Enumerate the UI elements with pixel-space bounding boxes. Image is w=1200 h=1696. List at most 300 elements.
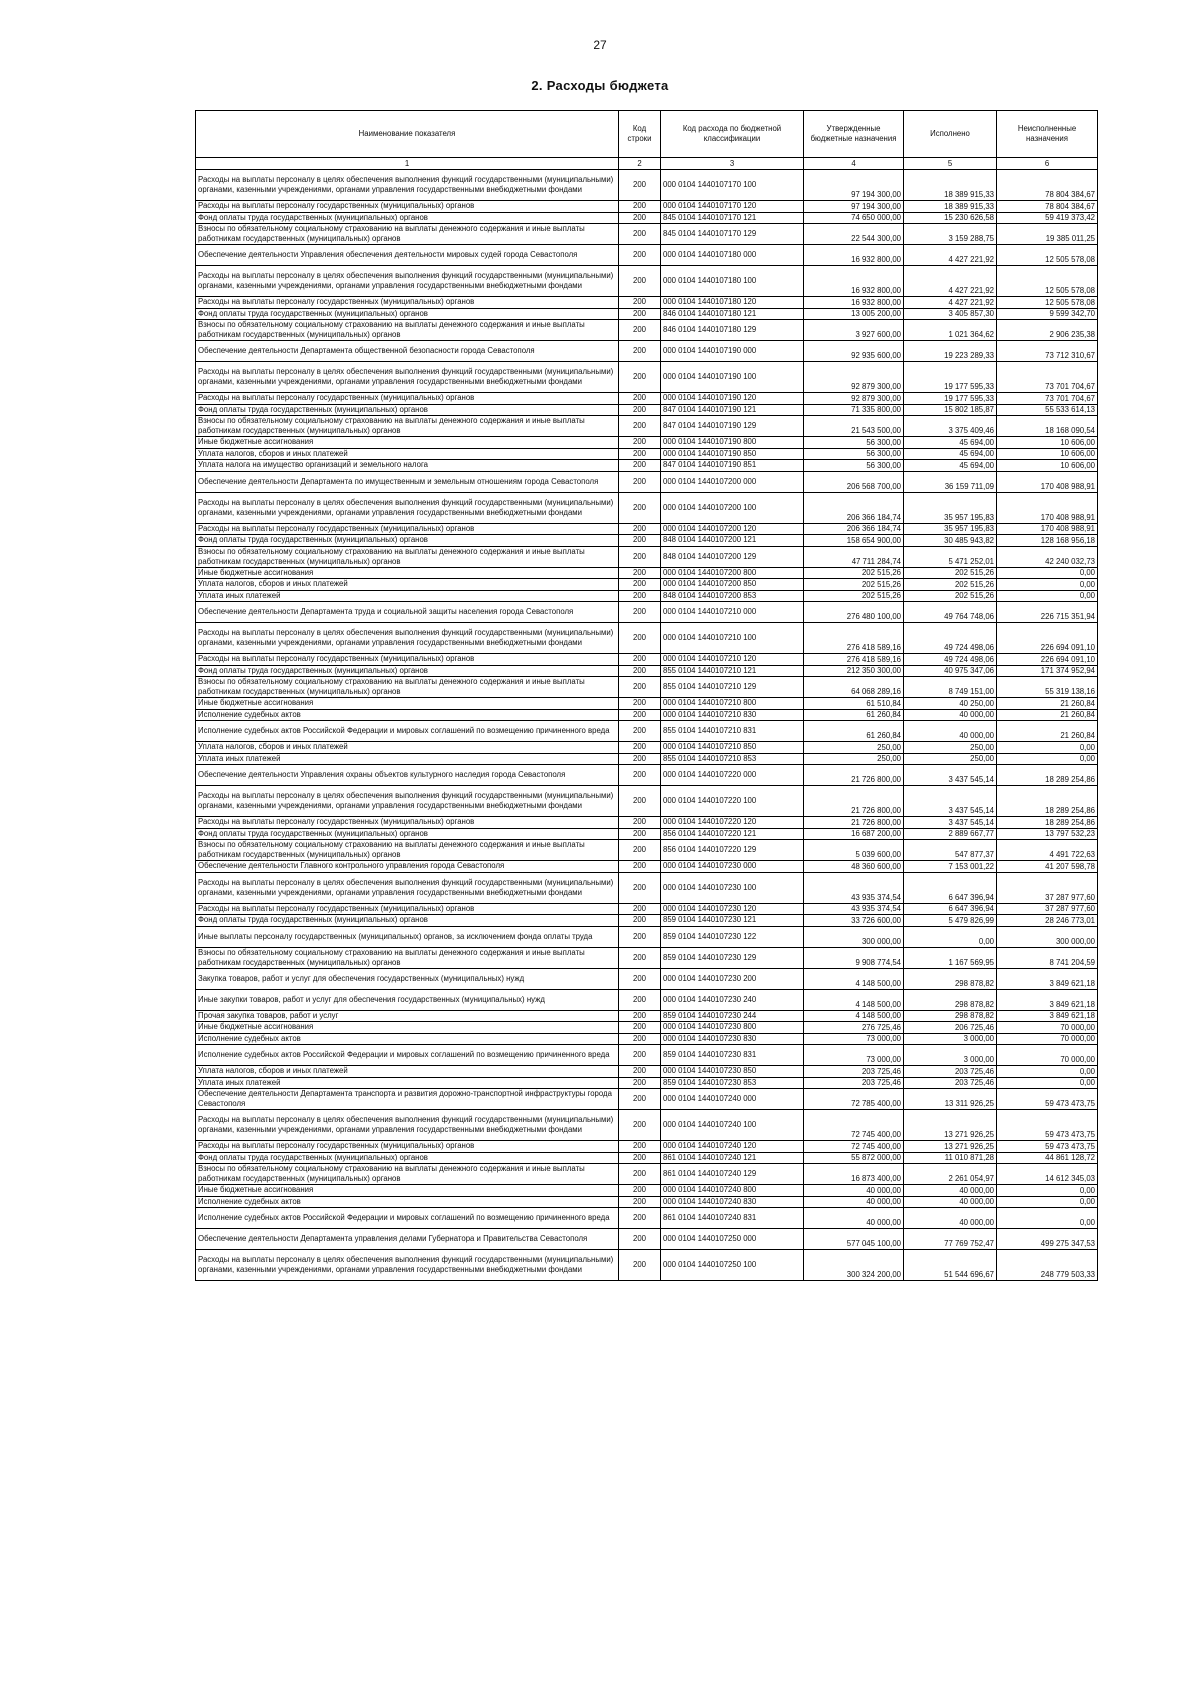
row-line-code: 200 <box>619 1250 661 1281</box>
column-number: 4 <box>804 158 904 170</box>
row-line-code: 200 <box>619 492 661 523</box>
row-approved: 71 335 800,00 <box>804 404 904 416</box>
row-approved: 202 515,26 <box>804 590 904 602</box>
row-classification-code: 000 0104 1440107230 000 <box>661 861 804 873</box>
row-unexecuted: 21 260,84 <box>997 709 1098 721</box>
row-approved: 97 194 300,00 <box>804 170 904 201</box>
row-unexecuted: 12 505 578,08 <box>997 245 1098 266</box>
table-row <box>196 245 1098 266</box>
table-row <box>196 201 1098 213</box>
row-approved: 250,00 <box>804 753 904 765</box>
row-approved: 276 480 100,00 <box>804 602 904 623</box>
column-number: 6 <box>997 158 1098 170</box>
row-unexecuted: 21 260,84 <box>997 721 1098 742</box>
row-classification-code: 000 0104 1440107180 120 <box>661 297 804 309</box>
row-classification-code: 845 0104 1440107170 121 <box>661 212 804 224</box>
table-row <box>196 840 1098 861</box>
row-classification-code: 859 0104 1440107230 122 <box>661 926 804 947</box>
row-approved: 16 932 800,00 <box>804 266 904 297</box>
row-name: Расходы на выплаты персоналу государственных (муниципальных) органов <box>196 817 619 829</box>
row-executed: 40 000,00 <box>904 709 997 721</box>
row-classification-code: 000 0104 1440107200 850 <box>661 579 804 591</box>
row-unexecuted: 0,00 <box>997 1196 1098 1208</box>
row-approved: 276 725,46 <box>804 1022 904 1034</box>
row-unexecuted: 73 701 704,67 <box>997 393 1098 405</box>
row-executed: 40 000,00 <box>904 1185 997 1197</box>
row-executed: 7 153 001,22 <box>904 861 997 873</box>
table-row <box>196 1110 1098 1141</box>
table-row <box>196 654 1098 666</box>
table-row <box>196 1066 1098 1078</box>
row-classification-code: 848 0104 1440107200 853 <box>661 590 804 602</box>
row-line-code: 200 <box>619 212 661 224</box>
table-row <box>196 1152 1098 1164</box>
row-unexecuted: 226 694 091,10 <box>997 623 1098 654</box>
row-classification-code: 000 0104 1440107230 100 <box>661 872 804 903</box>
row-classification-code: 855 0104 1440107210 853 <box>661 753 804 765</box>
row-name: Уплата налогов, сборов и иных платежей <box>196 742 619 754</box>
table-row <box>196 989 1098 1010</box>
row-line-code: 200 <box>619 623 661 654</box>
row-approved: 48 360 600,00 <box>804 861 904 873</box>
row-unexecuted: 300 000,00 <box>997 926 1098 947</box>
table-row <box>196 623 1098 654</box>
row-line-code: 200 <box>619 817 661 829</box>
row-approved: 16 932 800,00 <box>804 297 904 309</box>
table-row <box>196 1033 1098 1045</box>
row-classification-code: 000 0104 1440107220 100 <box>661 786 804 817</box>
row-name: Исполнение судебных актов Российской Федерации и мировых соглашений по возмещению причиненного вреда <box>196 1208 619 1229</box>
row-name: Иные бюджетные ассигнования <box>196 698 619 710</box>
table-row <box>196 1141 1098 1153</box>
row-approved: 300 324 200,00 <box>804 1250 904 1281</box>
row-classification-code: 000 0104 1440107230 200 <box>661 968 804 989</box>
row-line-code: 200 <box>619 308 661 320</box>
row-line-code: 200 <box>619 1045 661 1066</box>
row-executed: 45 694,00 <box>904 437 997 449</box>
row-executed: 18 389 915,33 <box>904 170 997 201</box>
table-row <box>196 308 1098 320</box>
table-row <box>196 224 1098 245</box>
row-line-code: 200 <box>619 437 661 449</box>
row-classification-code: 845 0104 1440107170 129 <box>661 224 804 245</box>
row-name: Уплата иных платежей <box>196 753 619 765</box>
row-approved: 40 000,00 <box>804 1185 904 1197</box>
row-approved: 40 000,00 <box>804 1208 904 1229</box>
row-name: Уплата иных платежей <box>196 1077 619 1089</box>
row-classification-code: 000 0104 1440107230 120 <box>661 903 804 915</box>
table-row <box>196 1089 1098 1110</box>
row-executed: 19 177 595,33 <box>904 393 997 405</box>
row-line-code: 200 <box>619 1010 661 1022</box>
table-body <box>196 170 1098 1281</box>
row-executed: 18 389 915,33 <box>904 201 997 213</box>
row-approved: 72 745 400,00 <box>804 1110 904 1141</box>
table-row <box>196 1045 1098 1066</box>
row-executed: 203 725,46 <box>904 1077 997 1089</box>
row-executed: 203 725,46 <box>904 1066 997 1078</box>
row-approved: 206 568 700,00 <box>804 471 904 492</box>
row-classification-code: 000 0104 1440107220 000 <box>661 765 804 786</box>
row-approved: 47 711 284,74 <box>804 546 904 567</box>
row-executed: 40 975 347,06 <box>904 665 997 677</box>
row-line-code: 200 <box>619 872 661 903</box>
row-unexecuted: 0,00 <box>997 753 1098 765</box>
row-name: Расходы на выплаты персоналу государственных (муниципальных) органов <box>196 201 619 213</box>
row-name: Исполнение судебных актов <box>196 1033 619 1045</box>
row-executed: 1 021 364,62 <box>904 320 997 341</box>
row-unexecuted: 78 804 384,67 <box>997 201 1098 213</box>
table-row <box>196 535 1098 547</box>
table-row <box>196 212 1098 224</box>
row-name: Расходы на выплаты персоналу в целях обеспечения выполнения функций государственными (муниципальными) органами, казенными учреждениями, органами управления государственными внебюджетными фондами <box>196 492 619 523</box>
row-line-code: 200 <box>619 266 661 297</box>
row-line-code: 200 <box>619 471 661 492</box>
row-approved: 9 908 774,54 <box>804 947 904 968</box>
row-name: Фонд оплаты труда государственных (муниципальных) органов <box>196 404 619 416</box>
row-executed: 30 485 943,82 <box>904 535 997 547</box>
row-classification-code: 000 0104 1440107200 120 <box>661 523 804 535</box>
row-executed: 13 271 926,25 <box>904 1110 997 1141</box>
row-executed: 5 479 826,99 <box>904 915 997 927</box>
row-executed: 36 159 711,09 <box>904 471 997 492</box>
row-line-code: 200 <box>619 721 661 742</box>
column-number: 3 <box>661 158 804 170</box>
row-name: Уплата налогов, сборов и иных платежей <box>196 448 619 460</box>
row-executed: 49 724 498,06 <box>904 623 997 654</box>
row-line-code: 200 <box>619 786 661 817</box>
row-executed: 3 159 288,75 <box>904 224 997 245</box>
row-classification-code: 000 0104 1440107190 850 <box>661 448 804 460</box>
row-name: Фонд оплаты труда государственных (муниципальных) органов <box>196 308 619 320</box>
table-row <box>196 170 1098 201</box>
row-classification-code: 846 0104 1440107180 121 <box>661 308 804 320</box>
row-name: Расходы на выплаты персоналу в целях обеспечения выполнения функций государственными (муниципальными) органами, казенными учреждениями, органами управления государственными внебюджетными фондами <box>196 1110 619 1141</box>
row-classification-code: 000 0104 1440107200 000 <box>661 471 804 492</box>
row-unexecuted: 73 701 704,67 <box>997 362 1098 393</box>
row-approved: 61 260,84 <box>804 721 904 742</box>
row-line-code: 200 <box>619 742 661 754</box>
row-executed: 11 010 871,28 <box>904 1152 997 1164</box>
row-executed: 547 877,37 <box>904 840 997 861</box>
column-number: 1 <box>196 158 619 170</box>
row-unexecuted: 41 207 598,78 <box>997 861 1098 873</box>
table-row <box>196 567 1098 579</box>
row-classification-code: 000 0104 1440107210 120 <box>661 654 804 666</box>
row-name: Расходы на выплаты персоналу государственных (муниципальных) органов <box>196 523 619 535</box>
table-row <box>196 546 1098 567</box>
row-unexecuted: 170 408 988,91 <box>997 523 1098 535</box>
row-executed: 3 437 545,14 <box>904 786 997 817</box>
row-line-code: 200 <box>619 201 661 213</box>
table-row <box>196 448 1098 460</box>
row-approved: 56 300,00 <box>804 437 904 449</box>
row-executed: 3 437 545,14 <box>904 817 997 829</box>
row-line-code: 200 <box>619 416 661 437</box>
row-executed: 40 250,00 <box>904 698 997 710</box>
row-name: Иные бюджетные ассигнования <box>196 1022 619 1034</box>
row-name: Взносы по обязательному социальному страхованию на выплаты денежного содержания и иные выплаты работникам государственных (муниципальных) органов <box>196 320 619 341</box>
row-executed: 8 749 151,00 <box>904 677 997 698</box>
row-classification-code: 856 0104 1440107220 121 <box>661 828 804 840</box>
row-approved: 64 068 289,16 <box>804 677 904 698</box>
row-approved: 40 000,00 <box>804 1196 904 1208</box>
row-line-code: 200 <box>619 1110 661 1141</box>
row-unexecuted: 18 289 254,86 <box>997 817 1098 829</box>
section-title: 2. Расходы бюджета <box>531 78 669 93</box>
row-classification-code: 000 0104 1440107240 800 <box>661 1185 804 1197</box>
row-classification-code: 000 0104 1440107240 120 <box>661 1141 804 1153</box>
row-executed: 51 544 696,67 <box>904 1250 997 1281</box>
table-row <box>196 872 1098 903</box>
row-line-code: 200 <box>619 245 661 266</box>
table-row <box>196 903 1098 915</box>
row-executed: 250,00 <box>904 742 997 754</box>
row-unexecuted: 0,00 <box>997 579 1098 591</box>
table-row <box>196 1022 1098 1034</box>
row-unexecuted: 10 606,00 <box>997 448 1098 460</box>
header-unexecuted: Неисполненные назначения <box>997 111 1098 158</box>
row-executed: 19 223 289,33 <box>904 341 997 362</box>
row-unexecuted: 12 505 578,08 <box>997 297 1098 309</box>
column-number: 2 <box>619 158 661 170</box>
row-unexecuted: 128 168 956,18 <box>997 535 1098 547</box>
header-classification-code: Код расхода по бюджетной классификации <box>661 111 804 158</box>
row-executed: 15 802 185,87 <box>904 404 997 416</box>
row-line-code: 200 <box>619 861 661 873</box>
row-name: Уплата налогов, сборов и иных платежей <box>196 1066 619 1078</box>
row-approved: 73 000,00 <box>804 1045 904 1066</box>
header-line-code: Код строки <box>619 111 661 158</box>
row-name: Обеспечение деятельности Департамента труда и социальной защиты населения города Севастополя <box>196 602 619 623</box>
table-row <box>196 677 1098 698</box>
table-row <box>196 579 1098 591</box>
row-name: Фонд оплаты труда государственных (муниципальных) органов <box>196 665 619 677</box>
table-row <box>196 861 1098 873</box>
row-classification-code: 000 0104 1440107170 120 <box>661 201 804 213</box>
row-line-code: 200 <box>619 765 661 786</box>
row-classification-code: 000 0104 1440107180 100 <box>661 266 804 297</box>
row-approved: 43 935 374,54 <box>804 872 904 903</box>
row-unexecuted: 0,00 <box>997 1077 1098 1089</box>
table-row <box>196 915 1098 927</box>
row-unexecuted: 14 612 345,03 <box>997 1164 1098 1185</box>
row-approved: 21 726 800,00 <box>804 817 904 829</box>
row-name: Прочая закупка товаров, работ и услуг <box>196 1010 619 1022</box>
row-line-code: 200 <box>619 698 661 710</box>
row-name: Обеспечение деятельности Департамента общественной безопасности города Севастополя <box>196 341 619 362</box>
row-unexecuted: 70 000,00 <box>997 1033 1098 1045</box>
row-unexecuted: 10 606,00 <box>997 437 1098 449</box>
table-row <box>196 742 1098 754</box>
row-classification-code: 000 0104 1440107210 000 <box>661 602 804 623</box>
row-executed: 40 000,00 <box>904 721 997 742</box>
row-classification-code: 000 0104 1440107230 240 <box>661 989 804 1010</box>
row-line-code: 200 <box>619 523 661 535</box>
row-classification-code: 000 0104 1440107210 800 <box>661 698 804 710</box>
row-executed: 1 167 569,95 <box>904 947 997 968</box>
table-row <box>196 362 1098 393</box>
row-name: Взносы по обязательному социальному страхованию на выплаты денежного содержания и иные выплаты работникам государственных (муниципальных) органов <box>196 224 619 245</box>
table-row <box>196 590 1098 602</box>
row-name: Расходы на выплаты персоналу государственных (муниципальных) органов <box>196 1141 619 1153</box>
row-unexecuted: 171 374 952,94 <box>997 665 1098 677</box>
table-row <box>196 320 1098 341</box>
row-classification-code: 000 0104 1440107250 100 <box>661 1250 804 1281</box>
row-unexecuted: 37 287 977,60 <box>997 903 1098 915</box>
row-executed: 3 405 857,30 <box>904 308 997 320</box>
row-unexecuted: 18 289 254,86 <box>997 765 1098 786</box>
row-executed: 298 878,82 <box>904 989 997 1010</box>
row-approved: 22 544 300,00 <box>804 224 904 245</box>
row-approved: 16 687 200,00 <box>804 828 904 840</box>
table-row <box>196 1250 1098 1281</box>
row-line-code: 200 <box>619 1152 661 1164</box>
table-row <box>196 404 1098 416</box>
table-row <box>196 471 1098 492</box>
row-classification-code: 848 0104 1440107200 129 <box>661 546 804 567</box>
row-unexecuted: 55 533 614,13 <box>997 404 1098 416</box>
row-approved: 4 148 500,00 <box>804 1010 904 1022</box>
row-unexecuted: 0,00 <box>997 567 1098 579</box>
row-approved: 5 039 600,00 <box>804 840 904 861</box>
row-line-code: 200 <box>619 1077 661 1089</box>
table-row <box>196 1164 1098 1185</box>
row-executed: 49 764 748,06 <box>904 602 997 623</box>
row-executed: 45 694,00 <box>904 460 997 472</box>
row-executed: 2 261 054,97 <box>904 1164 997 1185</box>
table-row <box>196 1208 1098 1229</box>
row-name: Обеспечение деятельности Департамента по имущественным и земельным отношениям города Севастополя <box>196 471 619 492</box>
row-name: Фонд оплаты труда государственных (муниципальных) органов <box>196 535 619 547</box>
row-approved: 16 932 800,00 <box>804 245 904 266</box>
row-approved: 212 350 300,00 <box>804 665 904 677</box>
row-line-code: 200 <box>619 840 661 861</box>
row-name: Обеспечение деятельности Управления обеспечения деятельности мировых судей города Севастополя <box>196 245 619 266</box>
row-name: Обеспечение деятельности Главного контрольного управления города Севастополя <box>196 861 619 873</box>
row-classification-code: 000 0104 1440107240 100 <box>661 1110 804 1141</box>
row-unexecuted: 37 287 977,60 <box>997 872 1098 903</box>
row-line-code: 200 <box>619 579 661 591</box>
table-row <box>196 492 1098 523</box>
row-classification-code: 846 0104 1440107180 129 <box>661 320 804 341</box>
row-line-code: 200 <box>619 903 661 915</box>
row-approved: 300 000,00 <box>804 926 904 947</box>
row-name: Обеспечение деятельности Департамента управления делами Губернатора и Правительства Севастополя <box>196 1229 619 1250</box>
row-approved: 56 300,00 <box>804 448 904 460</box>
row-line-code: 200 <box>619 602 661 623</box>
row-name: Взносы по обязательному социальному страхованию на выплаты денежного содержания и иные выплаты работникам государственных (муниципальных) органов <box>196 1164 619 1185</box>
row-name: Расходы на выплаты персоналу государственных (муниципальных) органов <box>196 393 619 405</box>
row-executed: 298 878,82 <box>904 968 997 989</box>
table-row <box>196 786 1098 817</box>
row-unexecuted: 44 861 128,72 <box>997 1152 1098 1164</box>
row-unexecuted: 0,00 <box>997 1185 1098 1197</box>
row-classification-code: 000 0104 1440107250 000 <box>661 1229 804 1250</box>
row-name: Иные закупки товаров, работ и услуг для обеспечения государственных (муниципальных) нужд <box>196 989 619 1010</box>
header-executed: Исполнено <box>904 111 997 158</box>
row-name: Исполнение судебных актов Российской Федерации и мировых соглашений по возмещению причиненного вреда <box>196 721 619 742</box>
row-approved: 61 260,84 <box>804 709 904 721</box>
row-unexecuted: 170 408 988,91 <box>997 492 1098 523</box>
header-approved: Утвержденные бюджетные назначения <box>804 111 904 158</box>
row-unexecuted: 170 408 988,91 <box>997 471 1098 492</box>
row-name: Расходы на выплаты персоналу в целях обеспечения выполнения функций государственными (муниципальными) органами, казенными учреждениями, органами управления государственными внебюджетными фондами <box>196 786 619 817</box>
row-name: Взносы по обязательному социальному страхованию на выплаты денежного содержания и иные выплаты работникам государственных (муниципальных) органов <box>196 947 619 968</box>
row-classification-code: 000 0104 1440107190 120 <box>661 393 804 405</box>
row-unexecuted: 19 385 011,25 <box>997 224 1098 245</box>
row-executed: 5 471 252,01 <box>904 546 997 567</box>
row-executed: 206 725,46 <box>904 1022 997 1034</box>
row-executed: 40 000,00 <box>904 1196 997 1208</box>
row-name: Уплата налога на имущество организаций и земельного налога <box>196 460 619 472</box>
row-classification-code: 000 0104 1440107200 100 <box>661 492 804 523</box>
row-name: Уплата налогов, сборов и иных платежей <box>196 579 619 591</box>
row-name: Взносы по обязательному социальному страхованию на выплаты денежного содержания и иные выплаты работникам государственных (муниципальных) органов <box>196 840 619 861</box>
row-name: Уплата иных платежей <box>196 590 619 602</box>
row-name: Расходы на выплаты персоналу государственных (муниципальных) органов <box>196 903 619 915</box>
row-approved: 203 725,46 <box>804 1077 904 1089</box>
row-classification-code: 000 0104 1440107190 800 <box>661 437 804 449</box>
table-row <box>196 602 1098 623</box>
row-line-code: 200 <box>619 393 661 405</box>
row-unexecuted: 18 289 254,86 <box>997 786 1098 817</box>
row-classification-code: 000 0104 1440107220 120 <box>661 817 804 829</box>
row-line-code: 200 <box>619 1208 661 1229</box>
table-row <box>196 817 1098 829</box>
row-executed: 298 878,82 <box>904 1010 997 1022</box>
row-line-code: 200 <box>619 341 661 362</box>
row-executed: 3 000,00 <box>904 1045 997 1066</box>
row-classification-code: 000 0104 1440107230 830 <box>661 1033 804 1045</box>
row-classification-code: 000 0104 1440107240 000 <box>661 1089 804 1110</box>
table-header-row <box>196 111 1098 158</box>
row-line-code: 200 <box>619 170 661 201</box>
row-approved: 577 045 100,00 <box>804 1229 904 1250</box>
row-executed: 202 515,26 <box>904 567 997 579</box>
row-line-code: 200 <box>619 947 661 968</box>
row-approved: 33 726 600,00 <box>804 915 904 927</box>
row-line-code: 200 <box>619 546 661 567</box>
row-classification-code: 855 0104 1440107210 831 <box>661 721 804 742</box>
row-unexecuted: 55 319 138,16 <box>997 677 1098 698</box>
table-row <box>196 437 1098 449</box>
row-unexecuted: 10 606,00 <box>997 460 1098 472</box>
row-classification-code: 859 0104 1440107230 121 <box>661 915 804 927</box>
table-row <box>196 393 1098 405</box>
header-name: Наименование показателя <box>196 111 619 158</box>
table-row <box>196 1077 1098 1089</box>
row-approved: 158 654 900,00 <box>804 535 904 547</box>
table-row <box>196 968 1098 989</box>
row-name: Расходы на выплаты персоналу в целях обеспечения выполнения функций государственными (муниципальными) органами, казенными учреждениями, органами управления государственными внебюджетными фондами <box>196 170 619 201</box>
row-approved: 92 935 600,00 <box>804 341 904 362</box>
row-executed: 202 515,26 <box>904 590 997 602</box>
row-line-code: 200 <box>619 460 661 472</box>
row-name: Обеспечение деятельности Управления охраны объектов культурного наследия города Севастополя <box>196 765 619 786</box>
row-executed: 4 427 221,92 <box>904 245 997 266</box>
row-approved: 21 726 800,00 <box>804 765 904 786</box>
row-line-code: 200 <box>619 1141 661 1153</box>
column-number-row <box>196 158 1098 170</box>
row-unexecuted: 2 906 235,38 <box>997 320 1098 341</box>
row-unexecuted: 3 849 621,18 <box>997 1010 1098 1022</box>
table-row <box>196 266 1098 297</box>
row-classification-code: 847 0104 1440107190 129 <box>661 416 804 437</box>
row-approved: 16 873 400,00 <box>804 1164 904 1185</box>
row-executed: 19 177 595,33 <box>904 362 997 393</box>
row-name: Исполнение судебных актов Российской Федерации и мировых соглашений по возмещению причиненного вреда <box>196 1045 619 1066</box>
